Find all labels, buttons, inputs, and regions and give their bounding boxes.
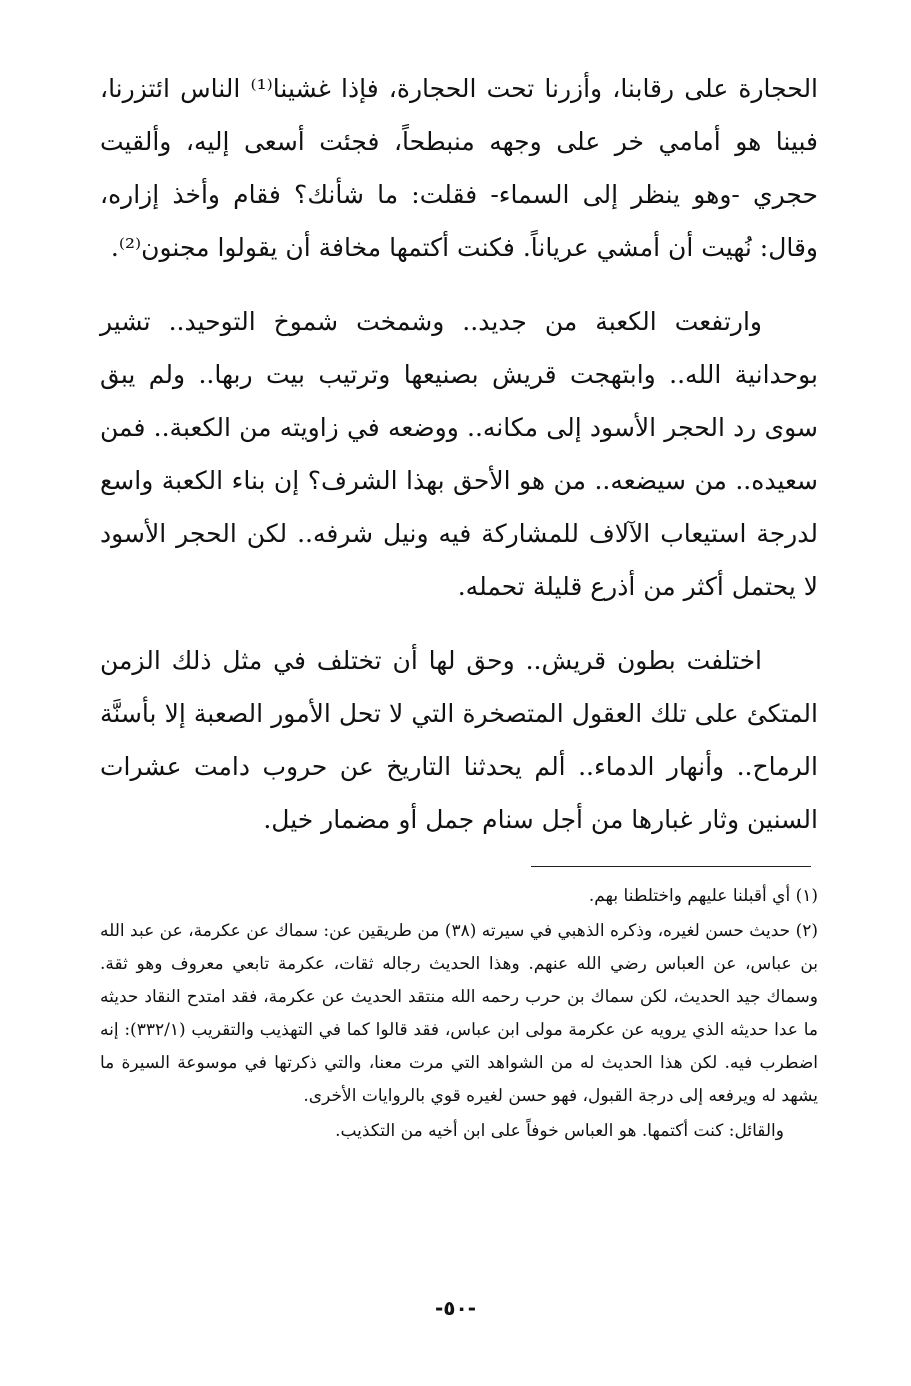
footnote-2: (٢) حديث حسن لغيره، وذكره الذهبي في سيرته (٣٨) من طريقين عن: سماك عن عكرمة، عن عبد الله بن عباس، عن العباس رضي الله عنهم. وهذا الحديث رجاله ثقات، عكرمة تابعي معروف وهو ثقة. وسماك جيد الحديث، لكن سماك بن حرب رحمه الله منتقد الحديث عن عكرمة، فقد امتدح النقاد حديثه ما عدا حديثه الذي يرويه عن عكرمة مولى ابن عباس، فقد قالوا كما في التهذيب والتقريب (٣٣٢/١): إنه اضطرب فيه. لكن هذا الحديث له من الشواهد التي مرت معنا، والتي ذكرتها في موسوعة السيرة ما يشهد له ويرفعه إلى درجة القبول، فهو حسن لغيره قوي بالروايات الأخرى. <box>100 921 818 1106</box>
paragraph-3: اختلفت بطون قريش.. وحق لها أن تختلف في مثل ذلك الزمن المتكئ على تلك العقول المتصخرة التي لا تحل الأمور الصعبة إلا بأسنَّة الرماح.. وأنهار الدماء.. ألم يحدثنا التاريخ عن حروب دامت عشرات السنين وثار غبارها من أجل سنام جمل أو مضمار خيل. <box>100 646 818 834</box>
page-body <box>100 62 818 867</box>
main-text <box>100 62 818 846</box>
footnote-divider <box>531 866 811 867</box>
footnote-1: (١) أي أقبلنا عليهم واختلطنا بهم. <box>588 886 818 906</box>
paragraph-2: وارتفعت الكعبة من جديد.. وشمخت شموخ التوحيد.. تشير بوحدانية الله.. وابتهجت قريش بصنيعها وترتيب بيت ربها.. ولم يبق سوى رد الحجر الأسود إلى مكانه.. ووضعه في زاويته من الكعبة.. فمن سعيده.. من سيضعه.. من هو الأحق بهذا الشرف؟ إن بناء الكعبة واسع لدرجة استيعاب الآلاف للمشاركة فيه ونيل شرفه.. لكن الحجر الأسود لا يحتمل أكثر من أذرع قليلة تحمله. <box>100 307 818 601</box>
footnotes <box>100 880 818 1150</box>
page-number: -٥٠- <box>434 1296 477 1320</box>
footnote-2-continuation: والقائل: كنت أكتمها. هو العباس خوفاً على ابن أخيه من التكذيب. <box>335 1121 784 1141</box>
paragraph-1: الحجارة على رقابنا، وأزرنا تحت الحجارة، فإذا غشينا⁽¹⁾ الناس ائتزرنا، فبينا هو أمامي خر على وجهه منبطحاً، فجئت أسعى إليه، وألقيت حجري -وهو ينظر إلى السماء- فقلت: ما شأنك؟ فقام وأخذ إزاره، وقال: نُهيت أن أمشي عرياناً. فكنت أكتمها مخافة أن يقولوا مجنون⁽²⁾. <box>100 74 819 262</box>
